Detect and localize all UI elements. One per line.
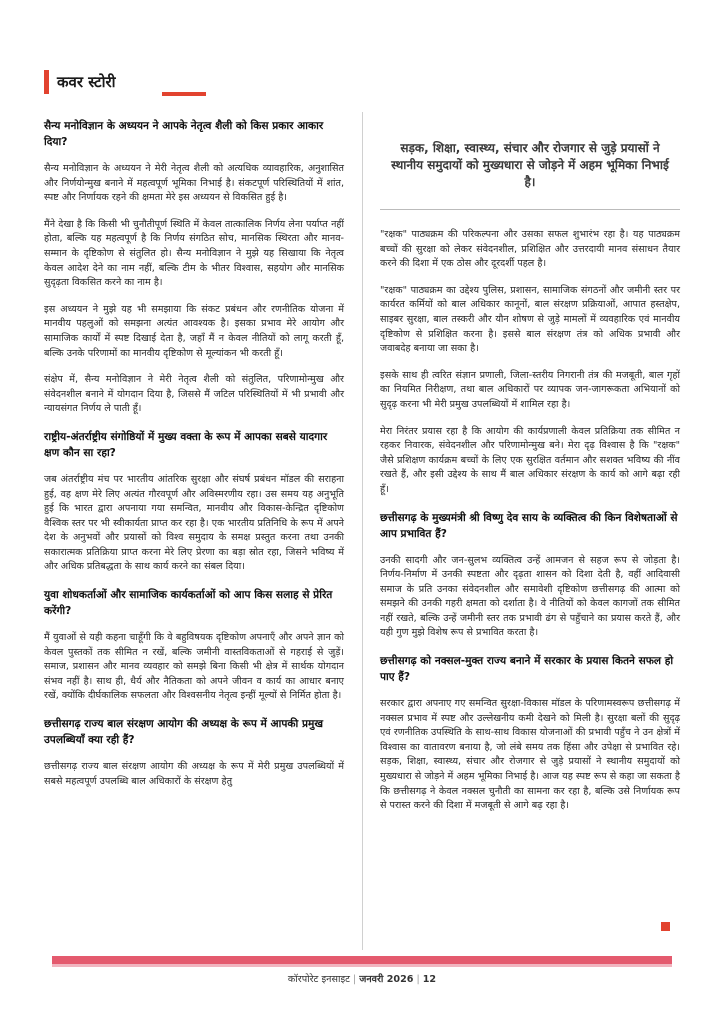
magazine-name: कॉरपोरेट इनसाइट — [287, 974, 350, 985]
section-header — [44, 68, 116, 96]
footer-band-light — [52, 964, 672, 967]
pull-quote: सड़क, शिक्षा, स्वास्थ्य, संचार और रोजगार से जुड़े प्रयासों ने स्थानीय समुदायों को मुख्यधारा से जोड़ने में अहम भूमिका निभाई है। — [380, 140, 680, 210]
answer-paragraph: उनकी सादगी और जन-सुलभ व्यक्तित्व उन्हें आमजन से सहज रूप से जोड़ता है। निर्णय-निर्माण में उनकी स्पष्टता और दृढ़ता शासन को दिशा देती है, वहीं आदिवासी समाज के प्रति उनका संवेदनशील और समावेशी दृष्टिकोण छत्तीसगढ़ की आत्मा को समझने की उनकी गहरी क्षमता को दर्शाता है। वे नीतियों को केवल कागजों तक सीमित नहीं रखते, बल्कि उन्हें जमीनी स्तर तक प्रभावी ढंग से पहुँचाने का प्रयास करते हैं, और यही गुण मुझे विशेष रूप से प्रभावित करता है। — [380, 554, 680, 639]
answer-paragraph: मेरा निरंतर प्रयास रहा है कि आयोग की कार्यप्रणाली केवल प्रतिक्रिया तक सीमित न रहकर निवारक, संवेदनशील और परिणामोन्मुख बने। मेरा दृढ़ विश्वास है कि "रक्षक" जैसे प्रशिक्षण कार्यक्रम बच्चों के लिए एक सुरक्षित वर्तमान और सशक्त भविष्य की नींव रखते हैं, और इसी उद्देश्य के साथ मैं बाल अधिकार संरक्षण के कार्य को आगे बढ़ा रही हूँ। — [380, 425, 680, 495]
answer-paragraph: जब अंतर्राष्ट्रीय मंच पर भारतीय आंतरिक सुरक्षा और संघर्ष प्रबंधन मॉडल की सराहना हुई, वह क्षण मेरे लिए अत्यंत गौरवपूर्ण और अविस्मरणीय रहा। उस समय यह अनुभूति हुई कि भारत द्वारा अपनाया गया समन्वित, मानवीय और विकास-केन्द्रित दृष्टिकोण वैश्विक स्तर पर भी स्वीकार्यता प्राप्त कर रहा है। एक भारतीय प्रतिनिधि के रूप में अपने देश के अनुभवों और प्रयासों को विश्व समुदाय के समक्ष प्रस्तुत करना तथा उनकी सकारात्मक प्रतिक्रिया प्राप्त करना मेरे लिए प्रेरणा का बड़ा स्रोत रहा, जिसने भविष्य में और अधिक प्रतिबद्धता के साथ कार्य करने का संबल दिया। — [44, 473, 344, 573]
answer-paragraph: "रक्षक" पाठ्यक्रम का उद्देश्य पुलिस, प्रशासन, सामाजिक संगठनों और जमीनी स्तर पर कार्यरत कर्मियों को बाल अधिकार कानूनों, बाल संरक्षण प्रक्रियाओं, आपात हस्तक्षेप, साइबर सुरक्षा, बाल तस्करी और यौन शोषण से जुड़े मामलों में व्यवहारिक एवं मानवीय दृष्टिकोण से प्रशिक्षित करना है। इससे बाल संरक्षण तंत्र को अधिक प्रभावी और जवाबदेह बनाया जा सका है। — [380, 284, 680, 355]
left-column — [44, 118, 344, 801]
answer-paragraph: मैंने देखा है कि किसी भी चुनौतीपूर्ण स्थिति में केवल तात्कालिक निर्णय लेना पर्याप्त नहीं होता, बल्कि यह महत्वपूर्ण है कि निर्णय संगठित सोच, मानसिक स्थिरता और मानव-सम्मान के दृष्टिकोण से संतुलित हो। सैन्य मनोविज्ञान ने मुझे यह सिखाया कि नेतृत्व केवल आदेश देने का नाम नहीं, बल्कि टीम के भीतर विश्वास, सहयोग और मानसिक सुदृढ़ता विकसित करने का नाम है। — [44, 218, 344, 289]
issue-date: जनवरी 2026 — [359, 974, 414, 985]
footer-band — [52, 956, 672, 964]
footer: कॉरपोरेट इनसाइट | जनवरी 2026 | 12 — [287, 974, 437, 985]
right-column — [380, 140, 680, 826]
question: राष्ट्रीय-अंतर्राष्ट्रीय संगोष्ठियों में मुख्य वक्ता के रूप में आपका सबसे यादगार क्षण कौन सा रहा? — [44, 430, 328, 459]
page-number: 12 — [422, 974, 437, 985]
answer-paragraph: संक्षेप में, सैन्य मनोविज्ञान ने मेरी नेतृत्व शैली को संतुलित, परिणामोन्मुख और संवेदनशील बनाने में योगदान दिया है, जिससे मैं जटिल परिस्थितियों में भी प्रभावी और न्यायसंगत निर्णय ले पाती हूँ। — [44, 374, 344, 415]
answer-paragraph: "रक्षक" पाठ्यक्रम की परिकल्पना और उसका सफल शुभारंभ रहा है। यह पाठ्यक्रम बच्चों की सुरक्षा को लेकर संवेदनशील, प्रशिक्षित और उत्तरदायी मानव संसाधन तैयार करने की दिशा में एक ठोस और दूरदर्शी पहल है। — [380, 229, 680, 270]
question: छत्तीसगढ़ राज्य बाल संरक्षण आयोग की अध्यक्ष के रूप में आपकी प्रमुख उपलब्धियाँ क्या रही हैं? — [44, 718, 324, 747]
answer-paragraph: मैं युवाओं से यही कहना चाहूँगी कि वे बहुविषयक दृष्टिकोण अपनाएँ और अपने ज्ञान को केवल पुस्तकों तक सीमित न रखें, बल्कि जमीनी वास्तविकताओं से गहराई से जुड़ें। समाज, प्रशासन और मानव व्यवहार को समझे बिना किसी भी क्षेत्र में सार्थक योगदान संभव नहीं है। साथ ही, धैर्य और नैतिकता को अपने जीवन व कार्य का आधार बनाए रखें, क्योंकि दीर्घकालिक सफलता और विश्वसनीय नेतृत्व इन्हीं मूल्यों से निर्मित होता है। — [44, 632, 344, 702]
answer-paragraph: इसके साथ ही त्वरित संज्ञान प्रणाली, जिला-स्तरीय निगरानी तंत्र की मजबूती, बाल गृहों का नियमित निरीक्षण, तथा बाल अधिकारों पर व्यापक जन-जागरूकता अभियानों को सुदृढ़ करना भी मेरी प्रमुख उपलब्धियों में शामिल रहा है। — [380, 369, 680, 410]
end-mark — [661, 922, 670, 931]
question: छत्तीसगढ़ को नक्सल-मुक्त राज्य बनाने में सरकार के प्रयास कितने सफल हो पाए हैं? — [380, 655, 674, 684]
answer-paragraph: सरकार द्वारा अपनाए गए समन्वित सुरक्षा-विकास मॉडल के परिणामस्वरूप छत्तीसगढ़ में नक्सल प्रभाव में स्पष्ट और उल्लेखनीय कमी देखने को मिली है। सुरक्षा बलों की सुदृढ़ एवं रणनीतिक उपस्थिति के साथ-साथ विकास योजनाओं की प्रभावी पहुँच ने उन क्षेत्रों में विश्वास का वातावरण बनाया है, जो लंबे समय तक हिंसा और उपेक्षा से प्रभावित रहे। सड़क, शिक्षा, स्वास्थ्य, संचार और रोजगार से जुड़े प्रयासों ने स्थानीय समुदायों को मुख्यधारा से जोड़ने में अहम भूमिका निभाई है। आज यह स्पष्ट रूप से कहा जा सकता है कि छत्तीसगढ़ ने केवल नक्सल चुनौती का सामना कर रहा है, बल्कि उसे निर्णायक रूप से परास्त करने की दिशा में मजबूती से आगे बढ़ रहा है। — [380, 698, 680, 812]
section-title: कवर स्टोरी — [57, 73, 116, 91]
answer-paragraph: छत्तीसगढ़ राज्य बाल संरक्षण आयोग की अध्यक्ष के रूप में मेरी प्रमुख उपलब्धियों में सबसे महत्वपूर्ण उपलब्धि बाल अधिकारों के संरक्षण हेतु — [44, 761, 344, 787]
answer-paragraph: इस अध्ययन ने मुझे यह भी समझाया कि संकट प्रबंधन और रणनीतिक योजना में मानवीय पहलुओं को समझना अत्यंत आवश्यक है। इसका प्रभाव मेरे आयोग और सामाजिक कार्यों में स्पष्ट दिखाई देता है, जहाँ मैं न केवल नीतियों को लागू करती हूँ, बल्कि उनके परिणामों का मानवीय दृष्टिकोण से मूल्यांकन भी करती हूँ। — [44, 303, 344, 359]
header-underline — [162, 92, 206, 96]
question: युवा शोधकर्ताओं और सामाजिक कार्यकर्ताओं को आप किस सलाह से प्रेरित करेंगी? — [44, 589, 333, 618]
question: छत्तीसगढ़ के मुख्यमंत्री श्री विष्णु देव साय के व्यक्तित्व की किन विशेषताओं से आप प्रभावित हैं? — [380, 511, 678, 540]
answer-paragraph: सैन्य मनोविज्ञान के अध्ययन ने मेरी नेतृत्व शैली को अत्यधिक व्यावहारिक, अनुशासित और निर्णयोन्मुख बनाने में महत्वपूर्ण भूमिका निभाई है। संकटपूर्ण परिस्थितियों में शांत, स्पष्ट और निर्णायक रहने की क्षमता मेरे इस अध्ययन से विकसित हुई है। — [44, 163, 344, 204]
column-divider — [362, 112, 363, 950]
header-accent-bar — [44, 70, 49, 94]
question: सैन्य मनोविज्ञान के अध्ययन ने आपके नेतृत्व शैली को किस प्रकार आकार दिया? — [44, 120, 324, 148]
